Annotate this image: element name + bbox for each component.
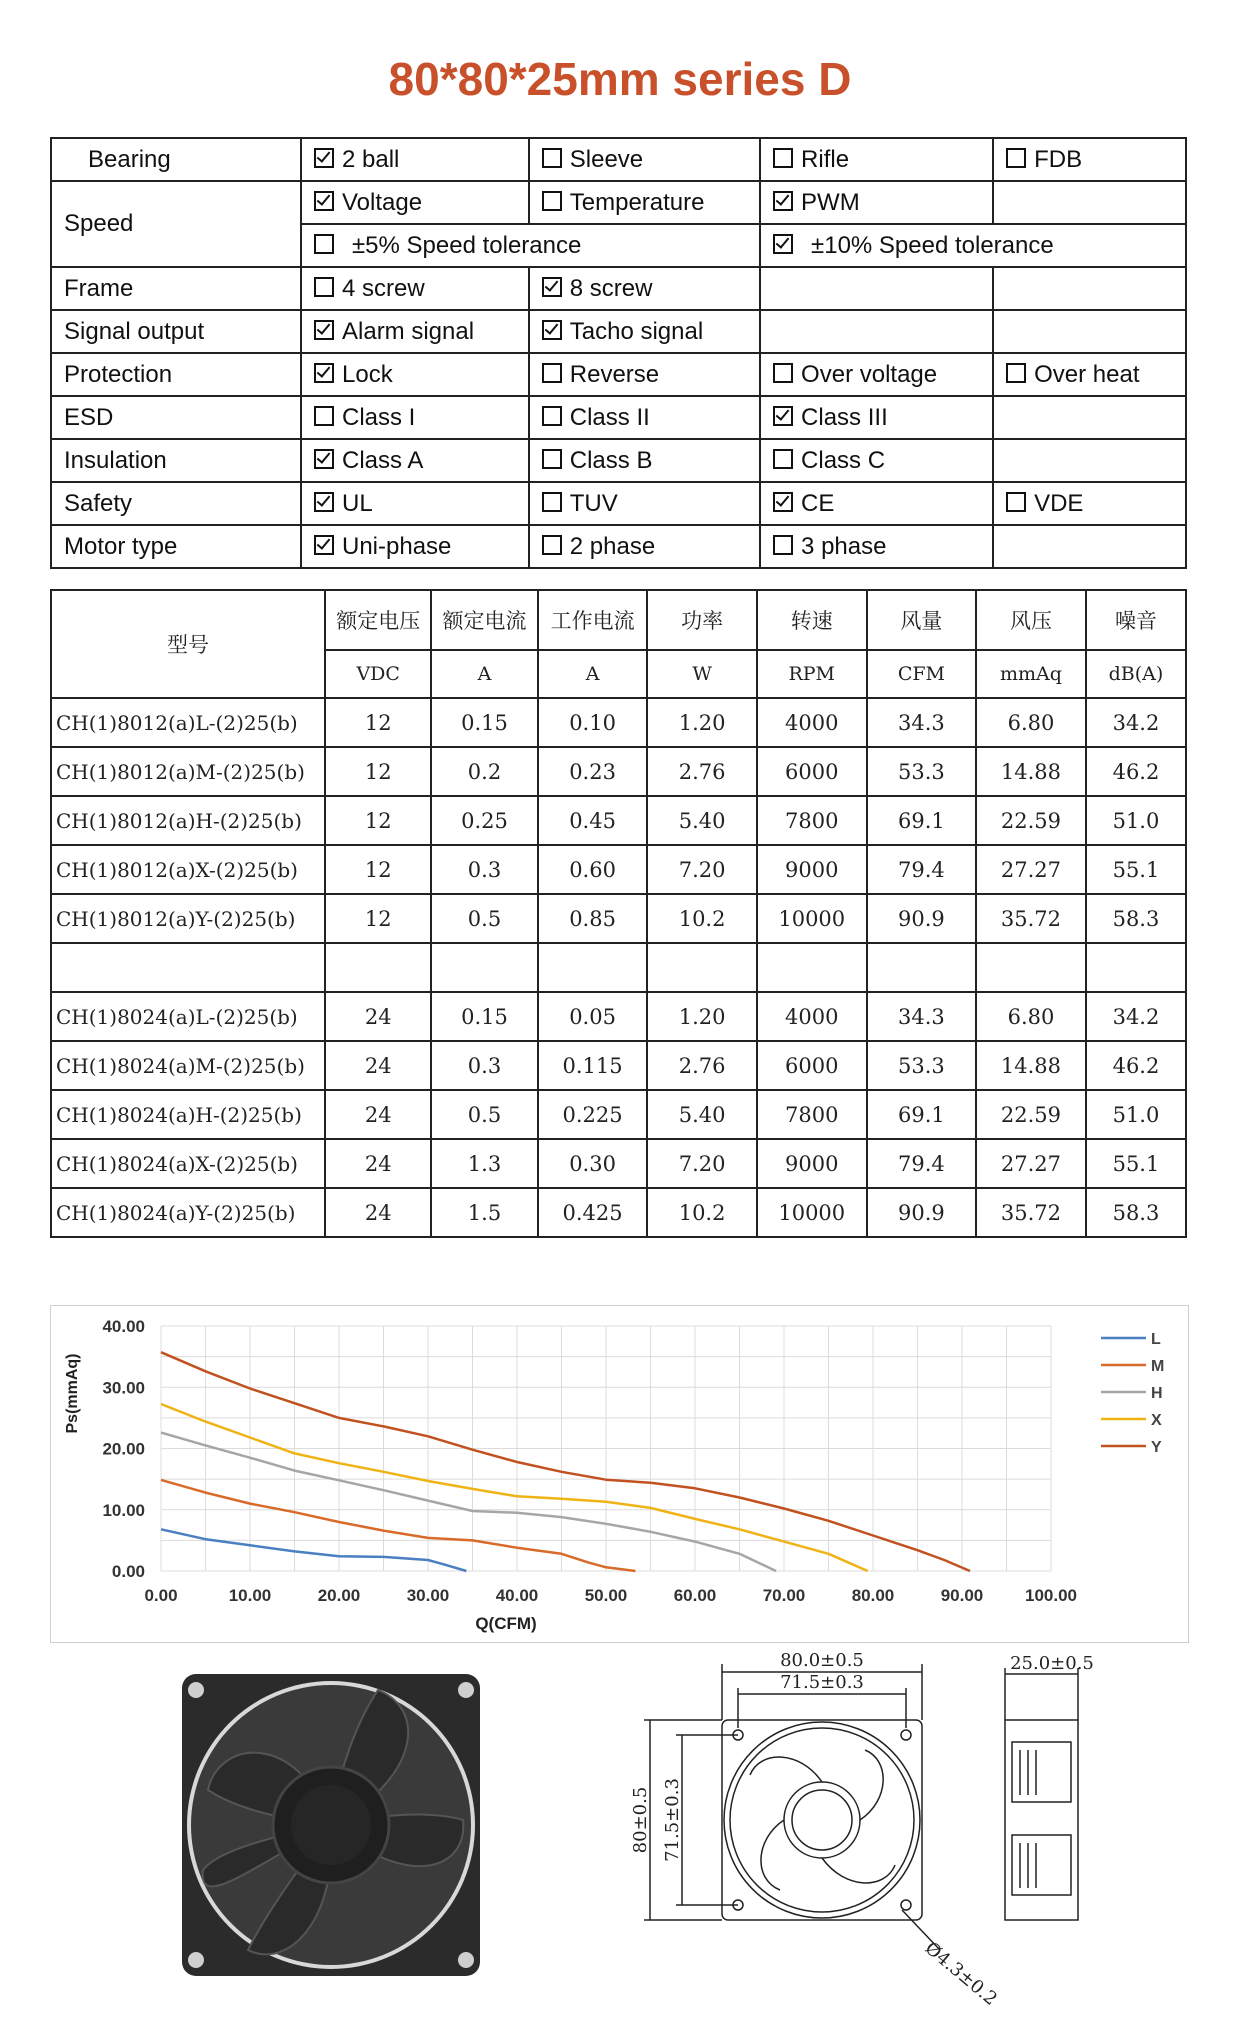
y-tick-label: 10.00 <box>102 1500 145 1520</box>
checked-box-icon <box>314 320 334 340</box>
value-cell: 24 <box>325 1139 431 1188</box>
empty-cell <box>325 943 431 992</box>
spacer-row <box>51 943 1186 992</box>
legend-label: M <box>1151 1358 1165 1375</box>
value-cell: 27.27 <box>976 845 1086 894</box>
feature-cell <box>529 138 760 181</box>
feature-option-label: 8 screw <box>569 274 653 302</box>
feature-cell <box>760 353 993 396</box>
unchecked-box-icon <box>542 148 562 168</box>
y-tick-label: 40.00 <box>102 1317 145 1336</box>
value-cell: 12 <box>325 698 431 747</box>
feature-cell <box>301 138 529 181</box>
value-cell: 10.2 <box>647 1188 756 1237</box>
unchecked-box-icon <box>542 191 562 211</box>
value-cell: 14.88 <box>976 747 1086 796</box>
feature-cell <box>529 353 760 396</box>
value-cell: 0.425 <box>538 1188 648 1237</box>
feature-option-label: FDB <box>1034 145 1083 173</box>
x-tick-label: 60.00 <box>673 1586 717 1605</box>
feature-label: Motor type <box>51 525 301 568</box>
feature-option-label: Class II <box>569 403 650 431</box>
checked-box-icon <box>542 277 562 297</box>
value-cell: 0.225 <box>538 1090 648 1139</box>
value-cell: 69.1 <box>867 796 976 845</box>
model-cell: CH(1)8012(a)Y-(2)25(b) <box>51 894 325 943</box>
feature-cell <box>993 482 1186 525</box>
feature-label: ESD <box>51 396 301 439</box>
table-row <box>51 1041 1186 1090</box>
feature-cell <box>301 439 529 482</box>
value-cell: 5.40 <box>647 796 756 845</box>
value-cell: 2.76 <box>647 747 756 796</box>
value-cell: 22.59 <box>976 1090 1086 1139</box>
checked-box-icon <box>314 148 334 168</box>
checked-box-icon <box>314 492 334 512</box>
feature-option-label: Sleeve <box>569 145 644 173</box>
x-tick-label: 50.00 <box>584 1586 628 1605</box>
value-cell: 55.1 <box>1086 1139 1186 1188</box>
value-cell: 58.3 <box>1086 1188 1186 1237</box>
feature-cell <box>993 353 1186 396</box>
value-cell: 9000 <box>757 845 867 894</box>
value-cell: 55.1 <box>1086 845 1186 894</box>
value-cell: 6.80 <box>976 698 1086 747</box>
feature-option-label: Over heat <box>1034 360 1140 388</box>
feature-cell <box>993 181 1186 224</box>
checked-box-icon <box>773 234 793 254</box>
unchecked-box-icon <box>542 449 562 469</box>
value-cell: 7800 <box>757 1090 867 1139</box>
value-cell: 79.4 <box>867 845 976 894</box>
feature-option-label: VDE <box>1034 489 1084 517</box>
value-cell: 10.2 <box>647 894 756 943</box>
fan-photo-image <box>178 1670 484 1980</box>
value-cell: 1.20 <box>647 698 756 747</box>
value-cell: 7.20 <box>647 845 756 894</box>
value-cell: 1.3 <box>431 1139 537 1188</box>
feature-label: Signal output <box>51 310 301 353</box>
table-row <box>51 796 1186 845</box>
checked-box-icon <box>314 449 334 469</box>
side-drawing-image <box>990 1650 1120 1940</box>
unchecked-box-icon <box>773 363 793 383</box>
pq-curve-chart <box>50 1305 1189 1643</box>
column-header: 功率 <box>647 590 756 650</box>
model-cell: CH(1)8012(a)X-(2)25(b) <box>51 845 325 894</box>
feature-label: Safety <box>51 482 301 525</box>
value-cell: 34.2 <box>1086 992 1186 1041</box>
value-cell: 35.72 <box>976 1188 1086 1237</box>
value-cell: 0.15 <box>431 698 537 747</box>
feature-option-label: 3 phase <box>801 532 887 560</box>
model-cell: CH(1)8024(a)H-(2)25(b) <box>51 1090 325 1139</box>
feature-cell <box>529 310 760 353</box>
feature-option-label: ±10% Speed tolerance <box>811 231 1054 259</box>
feature-cell <box>529 396 760 439</box>
model-cell: CH(1)8024(a)X-(2)25(b) <box>51 1139 325 1188</box>
feature-cell <box>529 181 760 224</box>
feature-option-label: PWM <box>801 188 860 216</box>
value-cell: 0.45 <box>538 796 648 845</box>
y-tick-label: 0.00 <box>111 1562 145 1581</box>
y-tick-label: 20.00 <box>102 1439 145 1459</box>
value-cell: 58.3 <box>1086 894 1186 943</box>
feature-cell <box>993 396 1186 439</box>
page-title: 80*80*25mm series D <box>388 53 852 105</box>
value-cell: 0.25 <box>431 796 537 845</box>
column-unit: W <box>647 650 756 698</box>
model-cell: CH(1)8024(a)M-(2)25(b) <box>51 1041 325 1090</box>
spec-table <box>50 589 1187 1238</box>
feature-cell <box>760 482 993 525</box>
unchecked-box-icon <box>314 234 334 254</box>
column-unit: CFM <box>867 650 976 698</box>
x-tick-label: 70.00 <box>762 1586 806 1605</box>
feature-cell <box>760 439 993 482</box>
model-cell: CH(1)8012(a)M-(2)25(b) <box>51 747 325 796</box>
checked-box-icon <box>314 191 334 211</box>
unchecked-box-icon <box>773 148 793 168</box>
value-cell: 12 <box>325 845 431 894</box>
feature-option-label: ±5% Speed tolerance <box>352 231 582 259</box>
model-cell: CH(1)8024(a)L-(2)25(b) <box>51 992 325 1041</box>
model-cell: CH(1)8012(a)H-(2)25(b) <box>51 796 325 845</box>
value-cell: 4000 <box>757 992 867 1041</box>
value-cell: 24 <box>325 1090 431 1139</box>
column-header: 额定电流 <box>431 590 537 650</box>
y-axis-label: Ps(mmAq) <box>64 1353 81 1434</box>
feature-cell <box>760 396 993 439</box>
value-cell: 0.15 <box>431 992 537 1041</box>
value-cell: 51.0 <box>1086 1090 1186 1139</box>
value-cell: 12 <box>325 747 431 796</box>
feature-option-label: TUV <box>569 489 618 517</box>
feature-cell <box>529 525 760 568</box>
feature-cell <box>301 525 529 568</box>
checked-box-icon <box>773 492 793 512</box>
table-row <box>51 1188 1186 1237</box>
x-tick-label: 30.00 <box>406 1586 450 1605</box>
legend-label: L <box>1151 1331 1161 1348</box>
feature-cell <box>301 482 529 525</box>
legend-label: Y <box>1151 1439 1162 1456</box>
value-cell: 0.30 <box>538 1139 648 1188</box>
feature-cell <box>993 525 1186 568</box>
value-cell: 0.05 <box>538 992 648 1041</box>
value-cell: 6000 <box>757 1041 867 1090</box>
y-tick-label: 30.00 <box>102 1378 145 1398</box>
feature-label: Insulation <box>51 439 301 482</box>
value-cell: 35.72 <box>976 894 1086 943</box>
feature-cell <box>301 396 529 439</box>
column-header: 工作电流 <box>538 590 648 650</box>
checked-box-icon <box>314 363 334 383</box>
value-cell: 90.9 <box>867 894 976 943</box>
series-line-x <box>161 1404 868 1571</box>
feature-option-label: Tacho signal <box>569 317 704 345</box>
feature-cell <box>993 439 1186 482</box>
table-row <box>51 894 1186 943</box>
feature-option-label: Class III <box>801 403 888 431</box>
width-dimension-label: 80.0±0.5 <box>780 1650 864 1671</box>
value-cell: 6.80 <box>976 992 1086 1041</box>
feature-cell <box>760 181 993 224</box>
feature-cell <box>529 439 760 482</box>
feature-label: Speed <box>51 181 301 267</box>
empty-cell <box>431 943 537 992</box>
inner-height-dimension-label: 71.5±0.3 <box>662 1778 683 1862</box>
feature-option-label: Over voltage <box>801 360 938 388</box>
empty-cell <box>757 943 867 992</box>
unchecked-box-icon <box>773 535 793 555</box>
height-dimension-label: 80±0.5 <box>630 1786 651 1854</box>
column-unit: A <box>538 650 648 698</box>
value-cell: 0.3 <box>431 845 537 894</box>
feature-cell <box>301 224 760 267</box>
table-row <box>51 1139 1186 1188</box>
feature-cell <box>993 267 1186 310</box>
feature-option-label: Class B <box>569 446 653 474</box>
unchecked-box-icon <box>542 535 562 555</box>
value-cell: 34.3 <box>867 698 976 747</box>
value-cell: 7.20 <box>647 1139 756 1188</box>
value-cell: 0.5 <box>431 894 537 943</box>
model-cell: CH(1)8012(a)L-(2)25(b) <box>51 698 325 747</box>
feature-option-label: Alarm signal <box>342 317 475 345</box>
feature-cell <box>529 482 760 525</box>
column-unit: dB(A) <box>1086 650 1186 698</box>
value-cell: 10000 <box>757 894 867 943</box>
table-row <box>51 698 1186 747</box>
unchecked-box-icon <box>314 406 334 426</box>
legend-label: H <box>1151 1385 1163 1402</box>
x-tick-label: 80.00 <box>851 1586 895 1605</box>
legend-label: X <box>1151 1412 1162 1429</box>
value-cell: 4000 <box>757 698 867 747</box>
value-cell: 46.2 <box>1086 1041 1186 1090</box>
empty-cell <box>51 943 325 992</box>
value-cell: 10000 <box>757 1188 867 1237</box>
feature-cell <box>760 224 1186 267</box>
depth-dimension-label: 25.0±0.5 <box>1010 1653 1094 1674</box>
column-unit: mmAq <box>976 650 1086 698</box>
column-unit: VDC <box>325 650 431 698</box>
x-tick-label: 10.00 <box>228 1586 272 1605</box>
feature-table <box>50 137 1187 569</box>
value-cell: 24 <box>325 1041 431 1090</box>
table-row <box>51 747 1186 796</box>
value-cell: 2.76 <box>647 1041 756 1090</box>
series-line-h <box>161 1433 776 1571</box>
column-header: 噪音 <box>1086 590 1186 650</box>
value-cell: 12 <box>325 796 431 845</box>
unchecked-box-icon <box>542 363 562 383</box>
empty-cell <box>867 943 976 992</box>
model-header: 型号 <box>51 590 325 698</box>
value-cell: 7800 <box>757 796 867 845</box>
x-tick-label: 100.00 <box>1025 1586 1077 1605</box>
x-tick-label: 40.00 <box>495 1586 539 1605</box>
table-row <box>51 1090 1186 1139</box>
feature-option-label: 2 phase <box>569 532 656 560</box>
feature-option-label: Class C <box>801 446 886 474</box>
x-axis-label: Q(CFM) <box>475 1614 537 1633</box>
feature-cell <box>301 353 529 396</box>
feature-option-label: Temperature <box>569 188 705 216</box>
empty-cell <box>976 943 1086 992</box>
unchecked-box-icon <box>314 277 334 297</box>
feature-cell <box>529 267 760 310</box>
value-cell: 0.3 <box>431 1041 537 1090</box>
checked-box-icon <box>542 320 562 340</box>
feature-option-label: Reverse <box>569 360 660 388</box>
unchecked-box-icon <box>542 406 562 426</box>
value-cell: 24 <box>325 1188 431 1237</box>
feature-option-label: Lock <box>342 360 393 388</box>
column-header: 风压 <box>976 590 1086 650</box>
unchecked-box-icon <box>1006 148 1026 168</box>
feature-option-label: CE <box>801 489 835 517</box>
value-cell: 22.59 <box>976 796 1086 845</box>
feature-cell <box>993 310 1186 353</box>
value-cell: 9000 <box>757 1139 867 1188</box>
value-cell: 53.3 <box>867 747 976 796</box>
table-row <box>51 992 1186 1041</box>
value-cell: 51.0 <box>1086 796 1186 845</box>
value-cell: 0.115 <box>538 1041 648 1090</box>
inner-width-dimension-label: 71.5±0.3 <box>780 1672 864 1693</box>
feature-cell <box>301 310 529 353</box>
column-header: 额定电压 <box>325 590 431 650</box>
value-cell: 12 <box>325 894 431 943</box>
value-cell: 90.9 <box>867 1188 976 1237</box>
value-cell: 0.5 <box>431 1090 537 1139</box>
feature-label: Frame <box>51 267 301 310</box>
value-cell: 0.23 <box>538 747 648 796</box>
hole-dimension-label: Ø4.3±0.2 <box>920 1937 1002 2010</box>
value-cell: 0.10 <box>538 698 648 747</box>
feature-option-label: UL <box>342 489 373 517</box>
feature-option-label: Rifle <box>801 145 850 173</box>
feature-option-label: 4 screw <box>342 274 425 302</box>
value-cell: 14.88 <box>976 1041 1086 1090</box>
value-cell: 46.2 <box>1086 747 1186 796</box>
empty-cell <box>538 943 648 992</box>
column-header: 风量 <box>867 590 976 650</box>
value-cell: 0.60 <box>538 845 648 894</box>
checked-box-icon <box>773 406 793 426</box>
column-unit: RPM <box>757 650 867 698</box>
feature-cell <box>760 267 993 310</box>
feature-cell <box>993 138 1186 181</box>
table-row <box>51 845 1186 894</box>
feature-cell <box>301 181 529 224</box>
front-drawing-image <box>630 1650 1002 2030</box>
unchecked-box-icon <box>1006 492 1026 512</box>
column-header: 转速 <box>757 590 867 650</box>
unchecked-box-icon <box>1006 363 1026 383</box>
empty-cell <box>647 943 756 992</box>
model-cell: CH(1)8024(a)Y-(2)25(b) <box>51 1188 325 1237</box>
value-cell: 0.2 <box>431 747 537 796</box>
value-cell: 34.2 <box>1086 698 1186 747</box>
value-cell: 0.85 <box>538 894 648 943</box>
empty-cell <box>1086 943 1186 992</box>
feature-cell <box>760 525 993 568</box>
checked-box-icon <box>314 535 334 555</box>
column-unit: A <box>431 650 537 698</box>
value-cell: 1.20 <box>647 992 756 1041</box>
pq-curve-svg <box>51 1306 1188 1642</box>
value-cell: 24 <box>325 992 431 1041</box>
x-tick-label: 90.00 <box>940 1586 984 1605</box>
feature-option-label: 2 ball <box>342 145 400 173</box>
feature-cell <box>301 267 529 310</box>
feature-label: Protection <box>51 353 301 396</box>
unchecked-box-icon <box>542 492 562 512</box>
feature-cell <box>760 310 993 353</box>
feature-cell <box>760 138 993 181</box>
checked-box-icon <box>773 191 793 211</box>
feature-option-label: Class I <box>342 403 416 431</box>
x-tick-label: 0.00 <box>144 1586 178 1605</box>
value-cell: 1.5 <box>431 1188 537 1237</box>
feature-option-label: Class A <box>342 446 424 474</box>
feature-option-label: Voltage <box>342 188 423 216</box>
feature-option-label: Uni-phase <box>342 532 452 560</box>
feature-label: Bearing <box>51 138 301 181</box>
value-cell: 34.3 <box>867 992 976 1041</box>
unchecked-box-icon <box>773 449 793 469</box>
value-cell: 69.1 <box>867 1090 976 1139</box>
value-cell: 6000 <box>757 747 867 796</box>
value-cell: 27.27 <box>976 1139 1086 1188</box>
x-tick-label: 20.00 <box>317 1586 361 1605</box>
value-cell: 79.4 <box>867 1139 976 1188</box>
value-cell: 5.40 <box>647 1090 756 1139</box>
value-cell: 53.3 <box>867 1041 976 1090</box>
series-line-y <box>161 1352 970 1571</box>
